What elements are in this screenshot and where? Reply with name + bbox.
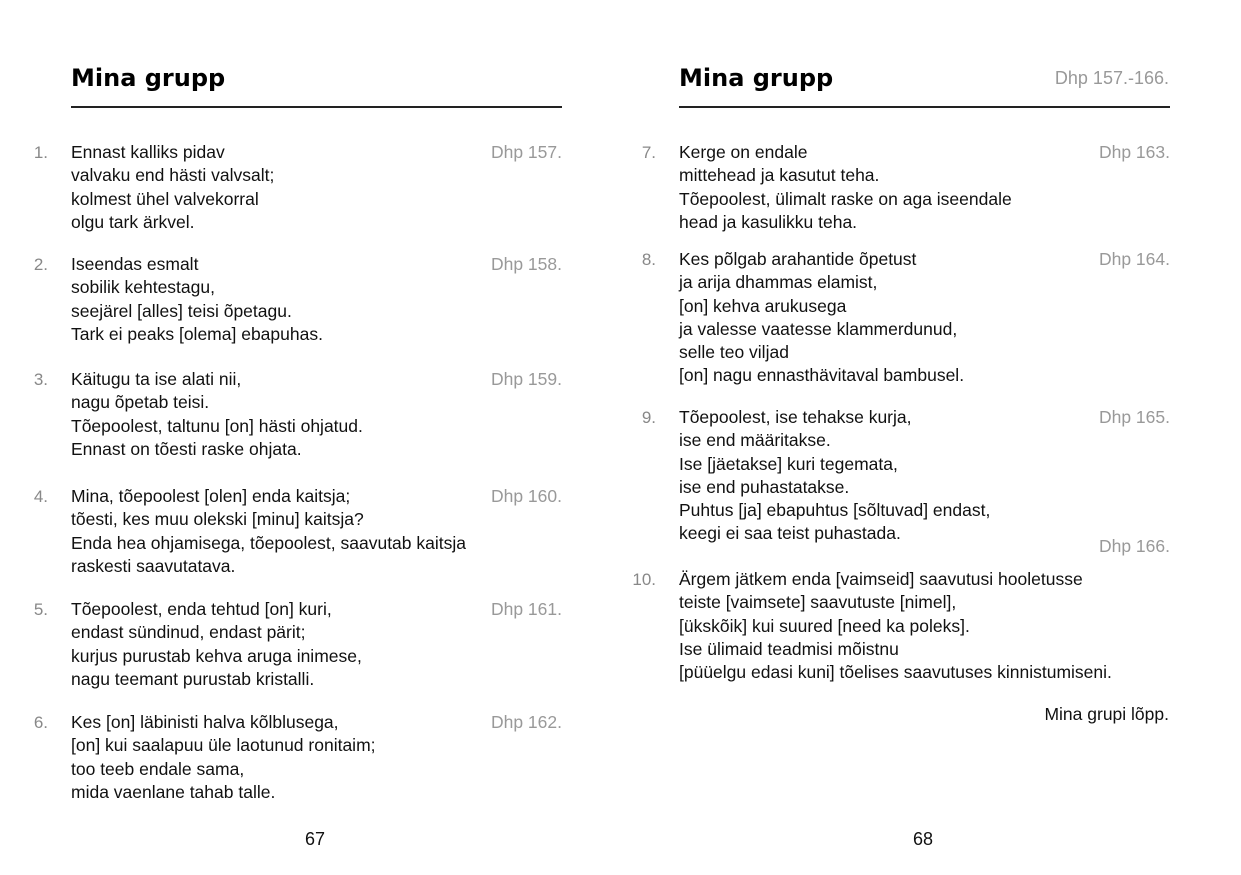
verse-line: Ennast kalliks pidav bbox=[71, 142, 225, 162]
verse-line: Puhtus [ja] ebapuhtus [sõltuvad] endast, bbox=[679, 500, 991, 521]
verse-line: Enda hea ohjamisega, tõepoolest, saavutab kaitsja bbox=[71, 532, 466, 553]
page-title: Mina grupp bbox=[679, 64, 834, 92]
verse-line: ja valesse vaatesse klammerdunud, bbox=[679, 318, 958, 339]
dhp-reference: Dhp 165. bbox=[1098, 407, 1170, 427]
verse-text bbox=[679, 141, 1012, 234]
page-number: 67 bbox=[305, 829, 326, 849]
verse-line: keegi ei saa teist puhastada. bbox=[679, 523, 901, 544]
verse-line: Tark ei peaks [olema] ebapuhas. bbox=[71, 323, 323, 344]
dhp-reference-second: Dhp 166. bbox=[1098, 536, 1170, 556]
verse-line: olgu tark ärkvel. bbox=[71, 211, 195, 232]
verse-line: mittehead ja kasutut teha. bbox=[679, 165, 880, 186]
page-title: Mina grupp bbox=[71, 64, 226, 92]
title-rule bbox=[679, 106, 1170, 108]
verse-line: sobilik kehtestagu, bbox=[71, 277, 215, 298]
verse-line: Ise [jäetakse] kuri tegemata, bbox=[679, 453, 898, 474]
title-rule bbox=[71, 106, 562, 108]
verse-number: 4. bbox=[33, 487, 48, 506]
verse-line: head ja kasulikku teha. bbox=[679, 211, 858, 232]
verse-line: nagu teemant purustab kristalli. bbox=[71, 668, 315, 689]
dhp-reference: Dhp 163. bbox=[1098, 142, 1170, 162]
verse-line: Ise ülimaid teadmisi mõistnu bbox=[679, 638, 899, 659]
verse-number: 6. bbox=[33, 713, 48, 732]
dhp-reference: Dhp 160. bbox=[490, 486, 562, 506]
verse-number: 3. bbox=[33, 370, 48, 389]
page-number: 68 bbox=[913, 829, 934, 849]
verse-text bbox=[71, 485, 466, 578]
verse-text bbox=[679, 568, 1112, 684]
verse-line: endast sündinud, endast pärit; bbox=[71, 622, 306, 643]
verse-line: Tõepoolest, ise tehakse kurja, bbox=[679, 407, 912, 427]
verse-number: 8. bbox=[641, 250, 656, 269]
right-page bbox=[620, 0, 1241, 875]
verse-text bbox=[71, 253, 323, 346]
verse-line: [püüelgu edasi kuni] tõelises saavutuses kinnistumiseni. bbox=[679, 662, 1112, 683]
verse-line: ise end puhastatakse. bbox=[679, 476, 850, 497]
verse-text bbox=[71, 711, 376, 804]
verse-number: 1. bbox=[33, 143, 48, 162]
verse-text bbox=[71, 368, 363, 461]
verse-line: Kerge on endale bbox=[679, 142, 808, 162]
dhp-reference: Dhp 162. bbox=[490, 712, 562, 732]
dhp-reference: Dhp 161. bbox=[490, 599, 562, 619]
verse-number: 5. bbox=[33, 600, 48, 619]
verse-line: Tõepoolest, enda tehtud [on] kuri, bbox=[71, 599, 332, 619]
verse-line: too teeb endale sama, bbox=[71, 758, 245, 779]
dhp-reference: Dhp 159. bbox=[490, 369, 562, 389]
verse-line: Käitugu ta ise alati nii, bbox=[71, 369, 242, 389]
verse-line: mida vaenlane tahab talle. bbox=[71, 781, 276, 802]
verse-number: 10. bbox=[632, 570, 656, 589]
verse-line: Kes põlgab arahantide õpetust bbox=[679, 249, 917, 269]
dhp-reference: Dhp 158. bbox=[490, 254, 562, 274]
verse-line: raskesti saavutatava. bbox=[71, 555, 236, 576]
verse-line: Ärgem jätkem enda [vaimseid] saavutusi hooletusse bbox=[679, 569, 1083, 589]
verse-line: kurjus purustab kehva aruga inimese, bbox=[71, 645, 362, 666]
left-page bbox=[0, 0, 620, 875]
verse-number: 9. bbox=[641, 408, 656, 427]
verse-line: [on] kui saalapuu üle laotunud ronitaim; bbox=[71, 735, 376, 756]
verse-line: [ükskõik] kui suured [need ka poleks]. bbox=[679, 615, 970, 636]
verse-text bbox=[679, 248, 964, 388]
verse-line: seejärel [alles] teisi õpetagu. bbox=[71, 300, 292, 321]
verse-text bbox=[71, 141, 274, 234]
verse-number: 2. bbox=[33, 255, 48, 274]
dhp-reference: Dhp 157. bbox=[490, 142, 562, 162]
verse-line: ja arija dhammas elamist, bbox=[679, 272, 878, 293]
verse-line: Tõepoolest, ülimalt raske on aga iseendale bbox=[679, 188, 1012, 209]
verse-line: Ennast on tõesti raske ohjata. bbox=[71, 438, 302, 459]
dhp-reference: Dhp 164. bbox=[1098, 249, 1170, 269]
verse-line: tõesti, kes muu olekski [minu] kaitsja? bbox=[71, 509, 364, 530]
verse-line: kolmest ühel valvekorral bbox=[71, 188, 259, 209]
verse-line: nagu õpetab teisi. bbox=[71, 392, 210, 413]
verse-line: Tõepoolest, taltunu [on] hästi ohjatud. bbox=[71, 415, 363, 436]
verse-line: Mina, tõepoolest [olen] enda kaitsja; bbox=[71, 486, 351, 506]
verse-line: ise end määritakse. bbox=[679, 430, 831, 451]
verse-text bbox=[679, 406, 990, 546]
verse-number: 7. bbox=[641, 143, 656, 162]
verse-line: [on] nagu ennasthävitaval bambusel. bbox=[679, 365, 965, 386]
verse-line: Iseendas esmalt bbox=[71, 254, 199, 274]
verse-line: valvaku end hästi valvsalt; bbox=[71, 165, 275, 186]
verse-line: Kes [on] läbinisti halva kõlblusega, bbox=[71, 712, 339, 732]
header-reference: Dhp 157.-166. bbox=[1054, 68, 1169, 88]
verse-line: teiste [vaimsete] saavutuste [nimel], bbox=[679, 592, 957, 613]
section-end-note: Mina grupi lõpp. bbox=[1044, 704, 1169, 724]
verse-line: [on] kehva arukusega bbox=[679, 295, 847, 316]
verse-text bbox=[71, 598, 362, 691]
verse-line: selle teo viljad bbox=[679, 342, 789, 363]
